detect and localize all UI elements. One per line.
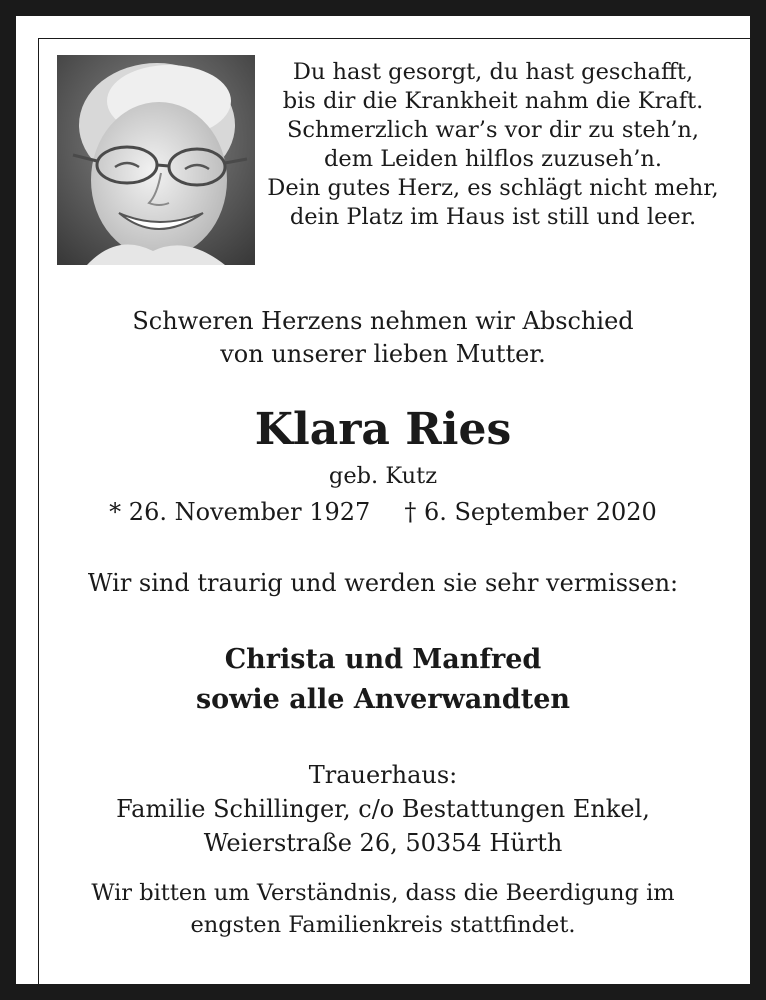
birth-date: * 26. November 1927: [109, 498, 371, 526]
farewell-intro: [0, 305, 766, 371]
poem-line: dem Leiden hilflos zuzuseh’n.: [324, 146, 662, 172]
poem-line: dein Platz im Haus ist still und leer.: [289, 204, 697, 230]
portrait-photo: [57, 55, 255, 265]
poem-line: bis dir die Krankheit nahm die Kraft.: [282, 88, 704, 114]
mourning-family: [0, 640, 766, 720]
intro-line: Schweren Herzens nehmen wir Abschied: [132, 307, 634, 335]
deceased-name: Klara Ries: [254, 404, 512, 455]
note-line: Wir bitten um Verständnis, dass die Beerdigung im: [91, 880, 675, 906]
life-dates: [0, 496, 766, 528]
family-line: Christa und Manfred: [224, 644, 542, 675]
address-line: Weierstraße 26, 50354 Hürth: [203, 829, 563, 857]
trauerhaus-address: [0, 758, 766, 860]
address-line: Trauerhaus:: [308, 761, 458, 789]
intro-line: von unserer lieben Mutter.: [220, 340, 546, 368]
poem-line: Dein gutes Herz, es schlägt nicht mehr,: [267, 175, 719, 201]
closing-statement: Wir sind traurig und werden sie sehr vermissen:: [87, 569, 679, 597]
funeral-note: [0, 877, 766, 941]
note-line: engsten Familienkreis stattfindet.: [190, 912, 576, 938]
family-line: sowie alle Anverwandten: [195, 684, 571, 715]
poem-line: Schmerzlich war’s vor dir zu steh’n,: [286, 117, 700, 143]
poem-line: Du hast gesorgt, du hast geschafft,: [292, 59, 694, 85]
maiden-name: geb. Kutz: [328, 463, 438, 489]
poem: [258, 58, 728, 232]
death-date: † 6. September 2020: [404, 498, 657, 526]
address-line: Familie Schillinger, c/o Bestattungen Enkel,: [116, 795, 650, 823]
